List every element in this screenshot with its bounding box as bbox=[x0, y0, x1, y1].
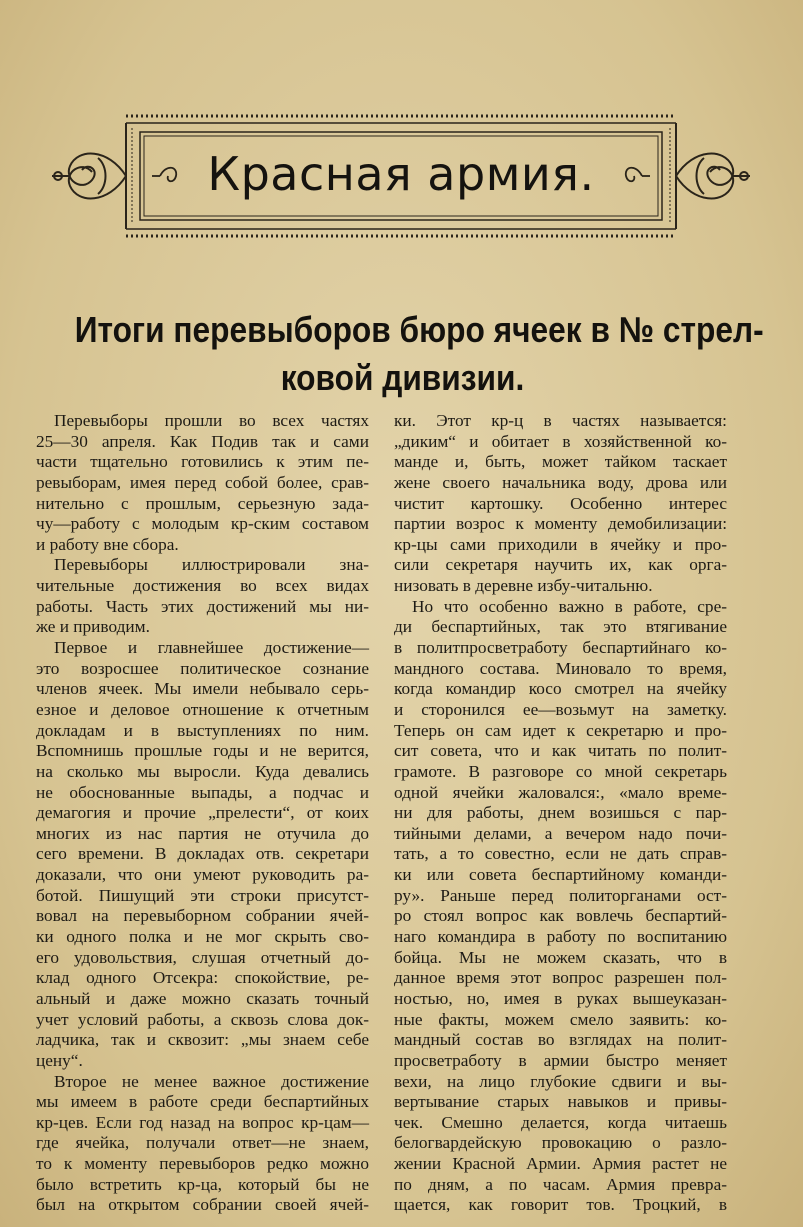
text-line: ди беспартийных, так это втягивание bbox=[394, 617, 727, 637]
text-line: чистит картошку. Особенно интерес bbox=[394, 493, 727, 513]
text-line: кр-цы сами приходили в ячейку и про- bbox=[394, 534, 727, 554]
text-line: ни для работы, днем возишься с пар- bbox=[394, 803, 727, 823]
text-line: жене своего начальника воду, дрова или bbox=[394, 472, 727, 492]
text-line: ладчика, так и сквозит: „мы знаем себе bbox=[36, 1030, 369, 1050]
text-line: кр-цев. Если год назад на вопрос кр-цам— bbox=[36, 1112, 369, 1132]
text-line: цену“. bbox=[36, 1050, 83, 1070]
text-line: чительные достижения во всех видах bbox=[36, 576, 369, 596]
text-line: когда командир косо смотрел на ячейку bbox=[394, 679, 727, 699]
text-line: 25—30 апреля. Как Подив так и сами bbox=[36, 431, 369, 451]
text-line: Теперь он сам идет к секретарю и про- bbox=[394, 720, 727, 740]
text-line: работы. Часть этих достижений мы ни- bbox=[36, 596, 369, 616]
text-line: ревыборам, имея перед собой более, срав- bbox=[36, 472, 369, 492]
article-headline bbox=[74, 306, 764, 402]
text-line: тать, а то совестно, если не дать справ- bbox=[394, 844, 727, 864]
text-line: то к моменту перевыборов редко можно bbox=[36, 1154, 369, 1174]
article-column-right bbox=[394, 411, 727, 1216]
text-line: не обоснованные выпады, а подчас и bbox=[36, 782, 369, 802]
text-line: ки одного полка и не мог скрыть сво- bbox=[36, 927, 369, 947]
text-line: где ячейка, получали ответ—не знаем, bbox=[36, 1133, 369, 1153]
text-line: ки или совета беспартийному команди- bbox=[394, 865, 727, 885]
text-line: вертывание старых навыков и привы- bbox=[394, 1092, 727, 1112]
headline-line: ковой дивизии. bbox=[280, 357, 525, 398]
text-line: было встретить кр-ца, который бы не bbox=[36, 1174, 369, 1194]
section-header bbox=[48, 108, 754, 244]
text-line: демагогия и прочие „прелести“, от коих bbox=[36, 803, 369, 823]
text-line: грамоте. В разговоре со мной секретарь bbox=[394, 761, 727, 781]
text-line: наго командира в работу по воспитанию bbox=[394, 927, 727, 947]
text-line: учет условий работы, а сквозь слова док- bbox=[36, 1009, 369, 1029]
text-line: одной ячейки жаловался:, «мало време- bbox=[394, 782, 727, 802]
text-line: манде и, быть, может тайком таскает bbox=[394, 452, 727, 472]
text-line: сили секретаря научить их, как орга- bbox=[394, 555, 727, 575]
text-line: и сторонился ее—возьмут на заметку. bbox=[394, 699, 727, 719]
text-line: щается, как говорит тов. Троцкий, в bbox=[394, 1195, 727, 1215]
text-line: ностью, но, имея в руках вышеуказан- bbox=[394, 988, 727, 1008]
section-title: Красная армия. bbox=[207, 147, 595, 201]
text-line: это возросшее политическое сознание bbox=[36, 658, 369, 678]
text-line: вехи, на лицо глубокие сдвиги и вы- bbox=[394, 1071, 727, 1091]
text-line: бойца. Мы не можем сказать, что в bbox=[394, 947, 727, 967]
text-line: „диким“ и обитает в хозяйственной ко- bbox=[394, 431, 727, 451]
text-line: многих из нас партия не отучила до bbox=[36, 823, 369, 843]
text-line: низовать в деревне избу-читальню. bbox=[394, 576, 653, 596]
text-line: данное время этот вопрос разрешен пол- bbox=[394, 968, 727, 988]
text-line: мандного состава. Миновало то время, bbox=[394, 658, 727, 678]
text-line: тийными делами, а вечером надо почи- bbox=[394, 823, 727, 843]
text-line: сит совета, что и как читать по полит- bbox=[394, 741, 727, 761]
text-line: мы имеем в работе среди беспартийных bbox=[36, 1092, 369, 1112]
text-line: езное и деловое отношение к отчетным bbox=[36, 699, 369, 719]
text-line: ру». Раньше перед политорганами ост- bbox=[394, 885, 727, 905]
text-line: чу—работу с молодым кр-ским составом bbox=[36, 514, 369, 534]
text-line: сего времени. В докладах отв. секретари bbox=[36, 844, 369, 864]
text-line: Второе не менее важное достижение bbox=[54, 1071, 369, 1091]
text-line: ки. Этот кр-ц в частях называется: bbox=[394, 411, 727, 430]
headline-line: Итоги перевыборов бюро ячеек в № стрел- bbox=[74, 309, 764, 350]
text-line: ные факты, можем смело заявить: ко- bbox=[394, 1009, 727, 1029]
text-line: был на открытом собрании своей ячей- bbox=[36, 1195, 369, 1215]
text-line: по дням, а по часам. Армия превра- bbox=[394, 1174, 727, 1194]
text-line: доказали, что они умеют руководить ра- bbox=[36, 865, 369, 885]
text-line: в политпросветработу беспартийнаго ко- bbox=[394, 638, 727, 658]
text-line: докладам и в выступлениях по ним. bbox=[36, 720, 369, 740]
text-line: нительно с прошлым, серьезную зада- bbox=[36, 493, 369, 513]
text-line: альный и даже можно сказать точный bbox=[36, 988, 369, 1008]
text-line: Первое и главнейшее достижение— bbox=[54, 638, 369, 658]
text-line: его удовольствия, слушая отчетный до- bbox=[36, 947, 369, 967]
text-line: же и приводим. bbox=[36, 617, 150, 637]
text-line: партии возрос к моменту демобилизации: bbox=[394, 514, 727, 534]
text-line: Но что особенно важно в работе, сре- bbox=[412, 596, 727, 616]
text-line: Перевыборы прошли во всех частях bbox=[54, 411, 369, 430]
text-line: вовал на перевыборном собрании ячей- bbox=[36, 906, 369, 926]
text-line: чек. Смешно делается, когда читаешь bbox=[394, 1112, 727, 1132]
text-line: жении Красной Армии. Армия растет не bbox=[394, 1154, 727, 1174]
text-line: белогвардейскую провокацию о разло- bbox=[394, 1133, 727, 1153]
text-line: просветработу в армии быстро меняет bbox=[394, 1050, 727, 1070]
text-line: ро стоял вопрос как вовлечь беспартий- bbox=[394, 906, 727, 926]
text-line: ботой. Пишущий эти строки присутст- bbox=[36, 885, 369, 905]
text-line: Перевыборы иллюстрировали зна- bbox=[54, 555, 369, 575]
text-line: и работу вне сбора. bbox=[36, 534, 179, 554]
text-line: членов ячеек. Мы имели небывало серь- bbox=[36, 679, 369, 699]
text-line: части тщательно готовились к этим пе- bbox=[36, 452, 369, 472]
text-line: на сколько мы выросли. Куда девались bbox=[36, 761, 369, 781]
text-line: клад одного Отсекра: спокойствие, ре- bbox=[36, 968, 369, 988]
text-line: мандный состав во взглядах на полит- bbox=[394, 1030, 727, 1050]
article-column-left bbox=[36, 411, 369, 1216]
text-line: Вспомнишь прошлые годы и не верится, bbox=[36, 741, 369, 761]
